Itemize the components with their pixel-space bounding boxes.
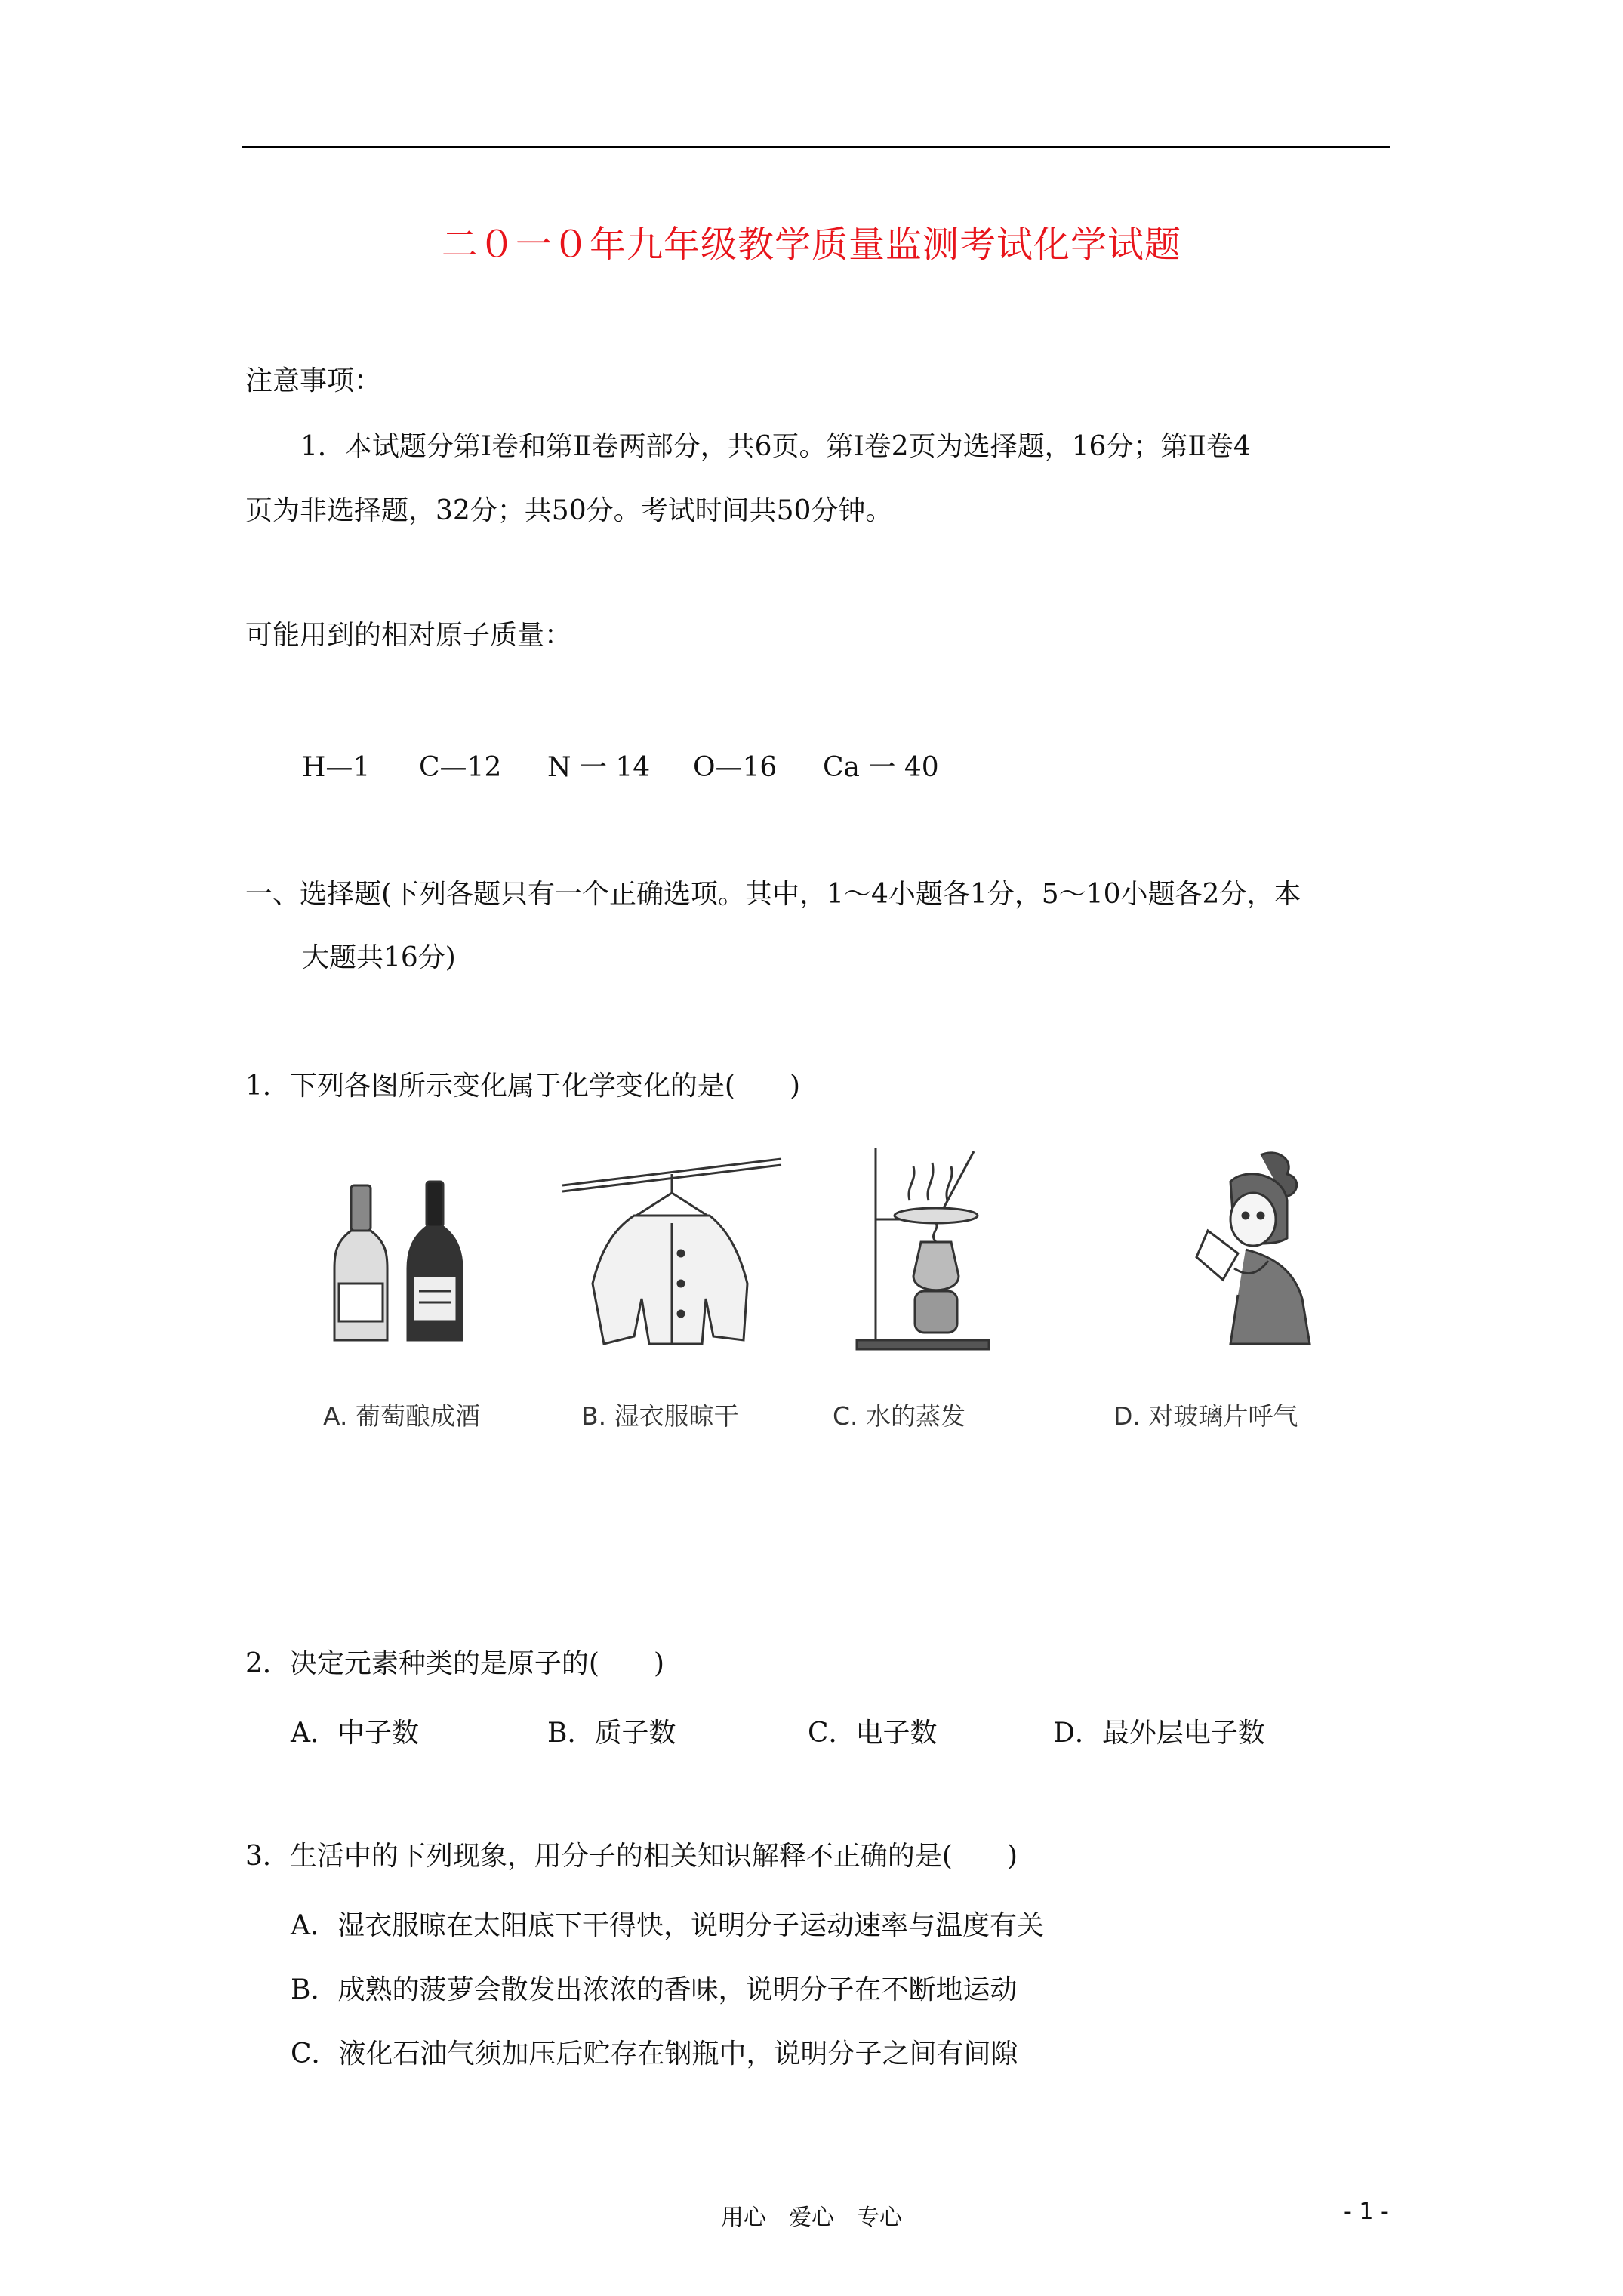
question-3-stem: 3．生活中的下列现象，用分子的相关知识解释不正确的是( ) bbox=[245, 1841, 1018, 1872]
question-3-option-c: C．液化石油气须加压后贮存在钢瓶中，说明分子之间有间隙 bbox=[291, 2039, 1018, 2069]
page-title: 二０一０年九年级教学质量监测考试化学试题 bbox=[441, 223, 1181, 266]
figure-a-caption: A. 葡萄酿成酒 bbox=[323, 1401, 480, 1431]
question-3-option-b: B．成熟的菠萝会散发出浓浓的香味，说明分子在不断地运动 bbox=[291, 1974, 1018, 2005]
footer-slogan: 用心 爱心 专心 bbox=[721, 2205, 902, 2231]
hanging-jacket-figure bbox=[559, 1155, 785, 1351]
question-2-stem: 2．决定元素种类的是原子的( ) bbox=[245, 1648, 664, 1679]
question-1-stem: 1．下列各图所示变化属于化学变化的是( ) bbox=[245, 1071, 800, 1102]
note-1-line-1: 1．本试题分第Ⅰ卷和第Ⅱ卷两部分，共6页。第Ⅰ卷2页为选择题，16分；第Ⅱ卷4 bbox=[300, 431, 1251, 462]
atomic-mass-c: C—12 bbox=[419, 752, 502, 783]
atomic-mass-h: H—1 bbox=[302, 752, 371, 783]
note-1-line-2: 页为非选择题，32分；共50分。考试时间共50分钟。 bbox=[245, 495, 893, 526]
atomic-mass-ca: Ca 一 40 bbox=[823, 752, 939, 783]
question-2-option-c: C．电子数 bbox=[808, 1718, 938, 1749]
evaporation-apparatus-figure bbox=[845, 1140, 1004, 1359]
question-2-option-d: D．最外层电子数 bbox=[1053, 1718, 1265, 1749]
girl-breathing-figure bbox=[1163, 1148, 1344, 1351]
section-1-heading: 一、选择题(下列各题只有一个正确选项。其中，1～4小题各1分，5～10小题各2分，本 bbox=[245, 879, 1301, 910]
atomic-mass-list bbox=[0, 751, 1623, 784]
notes-heading: 注意事项： bbox=[245, 365, 382, 396]
page-number: - 1 - bbox=[1344, 2199, 1389, 2225]
header-rule bbox=[242, 146, 1390, 148]
question-2-option-b: B．质子数 bbox=[547, 1718, 676, 1749]
atomic-mass-n: N 一 14 bbox=[547, 752, 651, 783]
atomic-mass-o: O—16 bbox=[693, 752, 778, 783]
figure-b-caption: B. 湿衣服晾干 bbox=[581, 1401, 739, 1431]
atomic-mass-heading: 可能用到的相对原子质量： bbox=[245, 620, 572, 651]
question-3-option-a: A．湿衣服晾在太阳底下干得快，说明分子运动速率与温度有关 bbox=[291, 1910, 1044, 1941]
question-2-option-a: A．中子数 bbox=[291, 1718, 419, 1749]
figure-c-caption: C. 水的蒸发 bbox=[833, 1401, 966, 1431]
section-1-heading-cont: 大题共16分) bbox=[302, 942, 456, 973]
figure-d-caption: D. 对玻璃片呼气 bbox=[1113, 1401, 1298, 1431]
wine-bottles-figure bbox=[321, 1178, 487, 1351]
